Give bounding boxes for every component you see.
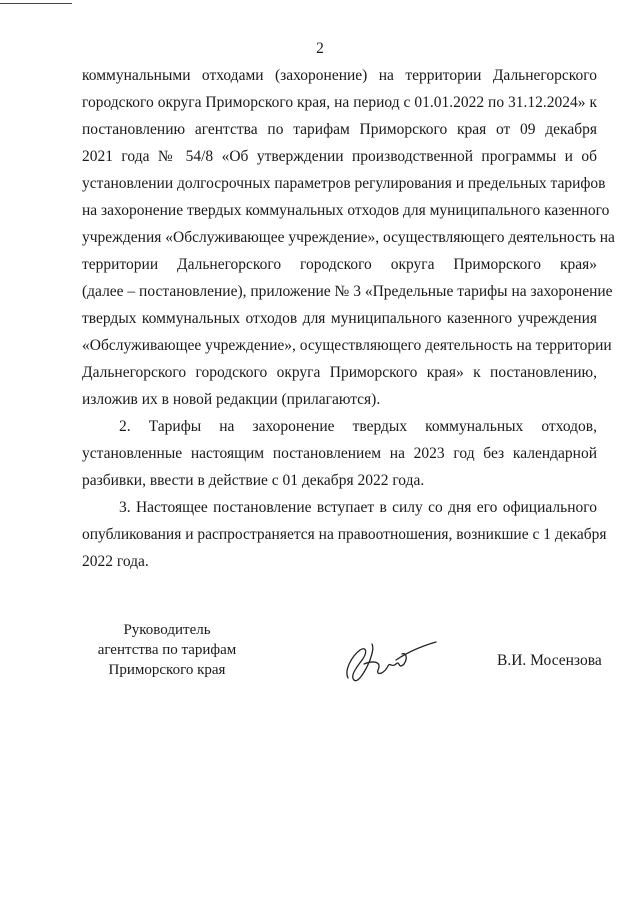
signatory-title-line: Приморского края [108, 662, 226, 678]
body-line: 2. Тарифы на захоронение твердых коммунальных отходов, [119, 418, 597, 435]
signatory-title-line: агентства по тарифам [97, 642, 237, 658]
body-line: территории Дальнегорского городского округа Приморского края» [82, 256, 597, 273]
body-line: 2022 года. [82, 553, 149, 570]
body-line: 2021 года № 54/8 «Об утверждении производственной программы и об [82, 148, 597, 165]
body-line: постановлению агентства по тарифам Приморского края от 09 декабря [82, 121, 597, 138]
scan-corner-mark [0, 3, 72, 4]
handwritten-signature [338, 630, 438, 686]
signatory-title [82, 620, 252, 680]
body-line: «Обслуживающее учреждение», осуществляющего деятельность на территории [82, 337, 612, 354]
body-line: городского округа Приморского края, на период с 01.01.2022 по 31.12.2024» к [82, 94, 597, 111]
body-line: опубликования и распространяется на правоотношения, возникшие с 1 декабря [82, 526, 607, 543]
body-line: на захоронение твердых коммунальных отходов для муниципального казенного [82, 202, 610, 219]
signer-name: В.И. Мосензова [497, 652, 602, 669]
body-line: установленные настоящим постановлением на 2023 год без календарной [82, 445, 597, 462]
body-line: изложив их в новой редакции (прилагаются). [82, 391, 381, 408]
body-line: установлении долгосрочных параметров регулирования и предельных тарифов [82, 175, 606, 192]
signatory-title-line: Руководитель [123, 622, 211, 638]
body-line: 3. Настоящее постановление вступает в силу со дня его официального [119, 499, 597, 516]
body-line: коммунальными отходами (захоронение) на территории Дальнегорского [82, 67, 597, 84]
body-line: разбивки, ввести в действие с 01 декабря 2022 года. [82, 472, 425, 489]
body-line: твердых коммунальных отходов для муниципального казенного учреждения [82, 310, 597, 327]
body-line: учреждения «Обслуживающее учреждение», осуществляющего деятельность на [82, 229, 615, 246]
body-line: (далее – постановление), приложение № 3 «Предельные тарифы на захоронение [82, 283, 613, 300]
page-number: 2 [316, 40, 324, 57]
body-line: Дальнегорского городского округа Приморского края» к постановлению, [82, 364, 597, 381]
